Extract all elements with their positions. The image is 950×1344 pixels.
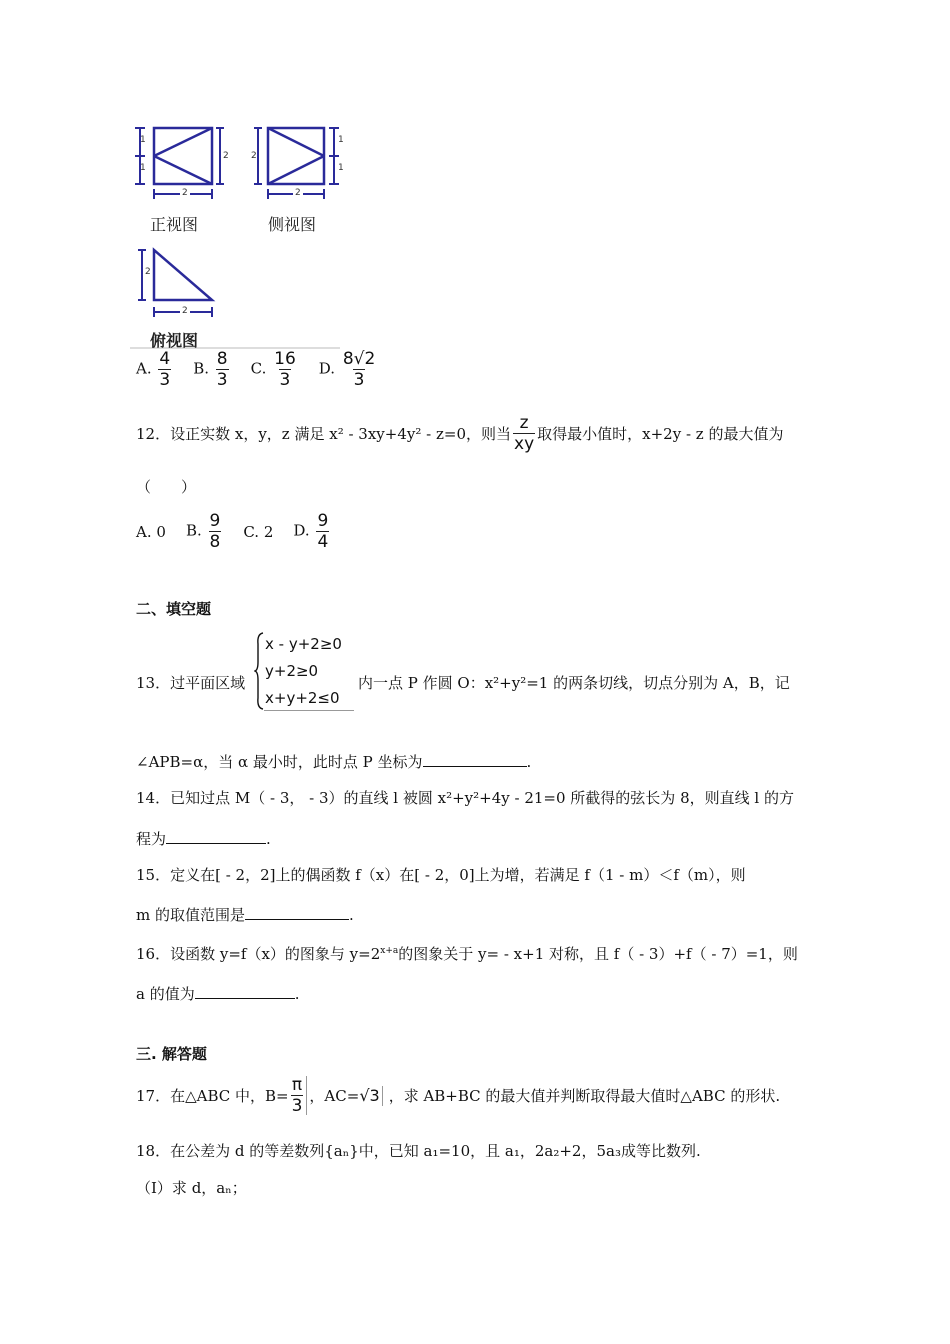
q12-options (136, 512, 351, 551)
option-a: A. $\frac{4}{3}$ (136, 349, 171, 390)
brace-icon (254, 632, 264, 710)
q13-inequality-system (254, 630, 354, 712)
q14-line1: 14．已知过点 M（ - 3， - 3）的直线 l 被圆 x²+y²+4y - 21=0 所截得的弦长为 8，则直线 l 的方 (136, 789, 794, 807)
q17-stem: 17．在△ABC 中，B= $\frac{\pi}{3}$ ，AC= √3 ，求 AB+BC 的最大值并判断取得最大值时△ABC 的形状. (136, 1075, 781, 1116)
dim-label: 2 (145, 267, 151, 277)
ineq-line: y+2≥0 (265, 662, 319, 680)
option-b: B. $\frac{8}{3}$ (193, 349, 228, 390)
q16-line2: a 的值为 . (136, 985, 300, 1003)
answer-blank[interactable] (195, 983, 295, 999)
option-d: D. $\frac{9}{4}$ (293, 511, 329, 552)
option-c: C. 2 (243, 522, 274, 541)
dim-label: 1 (338, 135, 344, 145)
q11-options (136, 350, 398, 389)
q13-suffix: 内一点 P 作圆 O：x²+y²=1 的两条切线，切点分别为 A，B，记 (358, 674, 790, 692)
q16-line1: 16．设函数 y=f（x）的图象与 $y=2^{x+a}$的图象关于 y= - x+1 对称，且 f（ - 3）+f（ - 7）=1，则 (136, 945, 798, 963)
front-view-label: 正视图 (150, 215, 199, 234)
q13-prefix: 13．过平面区域 (136, 674, 246, 692)
q12-paren: （ ） (136, 478, 197, 496)
option-d: D. $\frac{8√2}{3}$ (318, 349, 376, 390)
q13-line2: ∠APB=α，当 α 最小时，此时点 P 坐标为 . (136, 753, 532, 771)
dim-label: 1 (338, 163, 344, 173)
dim-label: 2 (295, 188, 301, 198)
section-heading-fill-blank: 二、填空题 (136, 600, 212, 618)
q12-stem: 12．设正实数 x，y，z 满足 x² - 3xy+4y² - z=0，则当 $\frac{z}{xy}$ 取得最小值时，x+2y - z 的最大值为 (136, 413, 784, 454)
q14-line2: 程为 . (136, 830, 271, 848)
dim-label: 2 (251, 151, 257, 161)
answer-blank[interactable] (166, 828, 266, 844)
answer-blank[interactable] (423, 751, 527, 767)
q15-line1: 15．定义在[ - 2，2]上的偶函数 f（x）在[ - 2，0]上为增，若满足 f（1 - m）＜f（m），则 (136, 866, 746, 884)
dim-label: 1 (140, 135, 146, 145)
option-b: B. $\frac{9}{8}$ (185, 511, 221, 552)
section-heading-answer: 三. 解答题 (136, 1045, 207, 1063)
sqrt3: √3 (359, 1086, 382, 1106)
side-view-label: 侧视图 (268, 215, 317, 234)
dim-label: 2 (182, 306, 188, 316)
answer-blank[interactable] (245, 904, 349, 920)
q18-line2: （Ⅰ）求 d，aₙ； (136, 1179, 247, 1197)
top-view-label: 俯视图 (150, 331, 199, 350)
option-a: A. 0 (136, 522, 166, 541)
dim-label: 2 (223, 151, 229, 161)
ineq-line: x - y+2≥0 (265, 635, 342, 653)
dim-label: 2 (182, 188, 188, 198)
q15-line2: m 的取值范围是 . (136, 906, 354, 924)
dim-label: 1 (140, 163, 146, 173)
option-c: C. $\frac{16}{3}$ (250, 349, 296, 390)
q18-line1: 18．在公差为 d 的等差数列{aₙ}中，已知 a₁=10，且 a₁，2a₂+2，5a₃成等比数列. (136, 1142, 701, 1160)
ineq-line: x+y+2≤0 (265, 689, 340, 707)
